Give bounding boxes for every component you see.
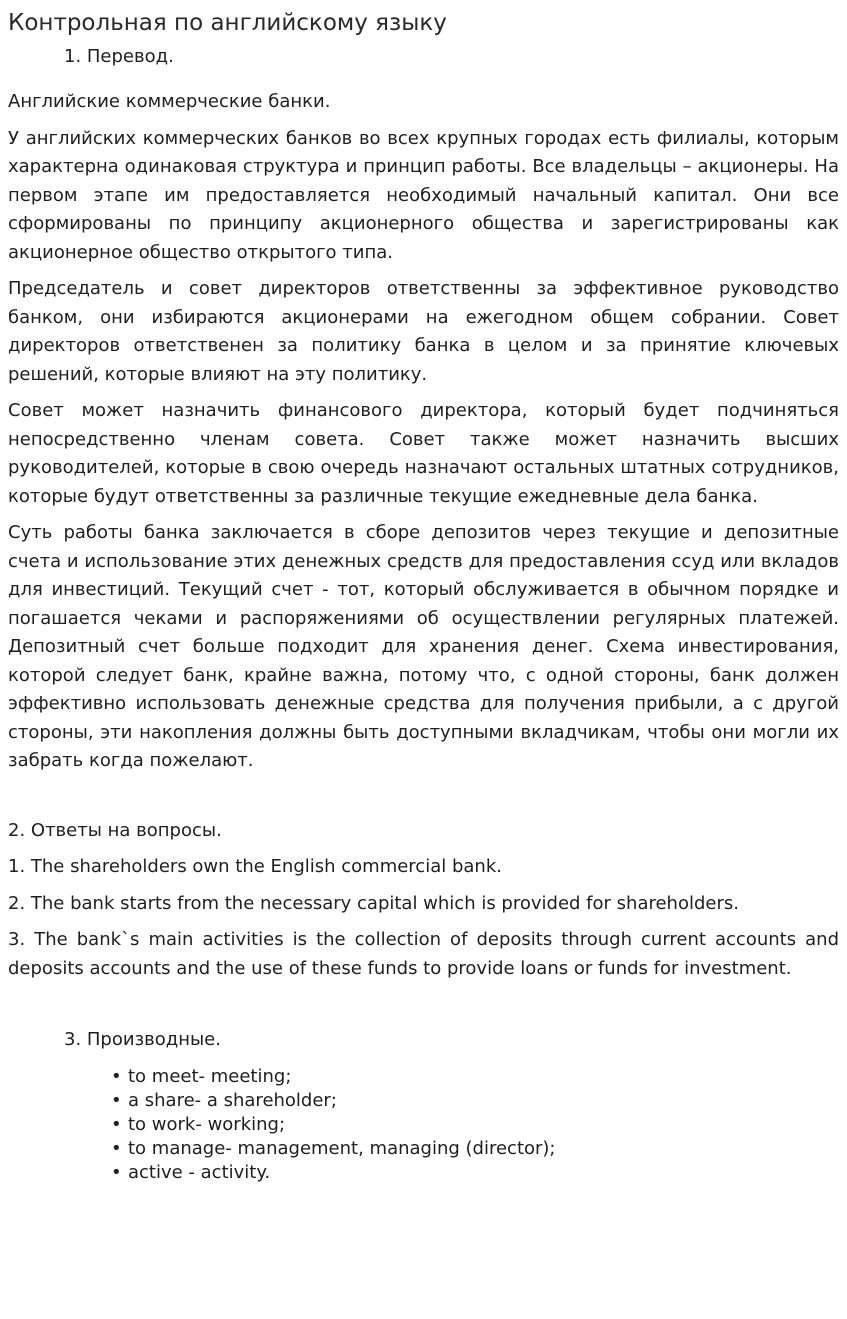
- translation-paragraph-3: Совет может назначить финансового директора, который будет подчиняться непосредственно членам совета. Совет также может назначить высших руководителей, которые в свою очередь назначают остальных штатных сотрудников, которые будут ответственны за различные текущие ежедневные дела банка.: [8, 400, 839, 507]
- translation-subheading: Английские коммерческие банки.: [8, 91, 331, 112]
- bullet-icon: •: [111, 1114, 122, 1135]
- derivative-text: to manage- management, managing (director);: [128, 1138, 556, 1159]
- derivative-text: to work- working;: [128, 1114, 286, 1135]
- answer-2: 2. The bank starts from the necessary capital which is provided for shareholders.: [8, 892, 739, 914]
- section-derivatives-heading: 3. Производные.: [64, 1029, 221, 1050]
- bullet-icon: •: [111, 1162, 122, 1183]
- bullet-icon: •: [111, 1138, 122, 1159]
- derivative-text: to meet- meeting;: [128, 1066, 292, 1087]
- derivative-text: active - activity.: [128, 1162, 271, 1183]
- translation-paragraph-1: У английских коммерческих банков во всех крупных городах есть филиалы, которым характерна одинаковая структура и принцип работы. Все владельцы – акционеры. На первом этапе им предоставляется необходимый начальный капитал. Они все сформированы по принципу акционерного общества и зарегистрированы как акционерное общество открытого типа.: [8, 127, 839, 263]
- section-spacer: [8, 784, 839, 817]
- bullet-icon: •: [111, 1066, 122, 1087]
- translation-paragraph-4: Суть работы банка заключается в сборе депозитов через текущие и депозитные счета и использование этих денежных средств для предоставления ссуд или вкладов для инвестиций. Текущий счет - тот, который обслуживается в обычном порядке и погашается чеками и распоряжениями об осуществлении регулярных платежей. Депозитный счет больше подходит для хранения денег. Схема инвестирования, которой следует банк, крайне важна, потому что, с одной стороны, банк должен эффективно использовать денежные средства для получения прибыли, а с другой стороны, эти накопления должны быть доступными вкладчикам, чтобы они могли их забрать когда пожелают.: [8, 522, 839, 771]
- derivative-item: [111, 1065, 839, 1089]
- document-title: Контрольная по английскому языку: [8, 10, 447, 36]
- section-answers-heading: 2. Ответы на вопросы.: [8, 819, 222, 841]
- derivatives-list: [8, 1065, 839, 1185]
- translation-paragraph-2: Председатель и совет директоров ответственны за эффективное руководство банком, они избираются акционерами на ежегодном общем собрании. Совет директоров ответственен за политику банка в целом и за принятие ключевых решений, которые влияют на эту политику.: [8, 278, 839, 385]
- derivative-item: [111, 1113, 839, 1137]
- section-spacer: [8, 991, 839, 1027]
- derivative-item: [111, 1137, 839, 1161]
- answer-3: 3. The bank`s main activities is the collection of deposits through current accounts and deposits accounts and the use of these funds to provide loans or funds for investment.: [8, 929, 839, 979]
- derivative-item: [111, 1089, 839, 1113]
- derivative-item: [111, 1161, 839, 1185]
- bullet-icon: •: [111, 1090, 122, 1111]
- answer-1: 1. The shareholders own the English commercial bank.: [8, 856, 502, 877]
- section-translation-heading: 1. Перевод.: [64, 46, 174, 67]
- derivative-text: a share- a shareholder;: [128, 1090, 337, 1111]
